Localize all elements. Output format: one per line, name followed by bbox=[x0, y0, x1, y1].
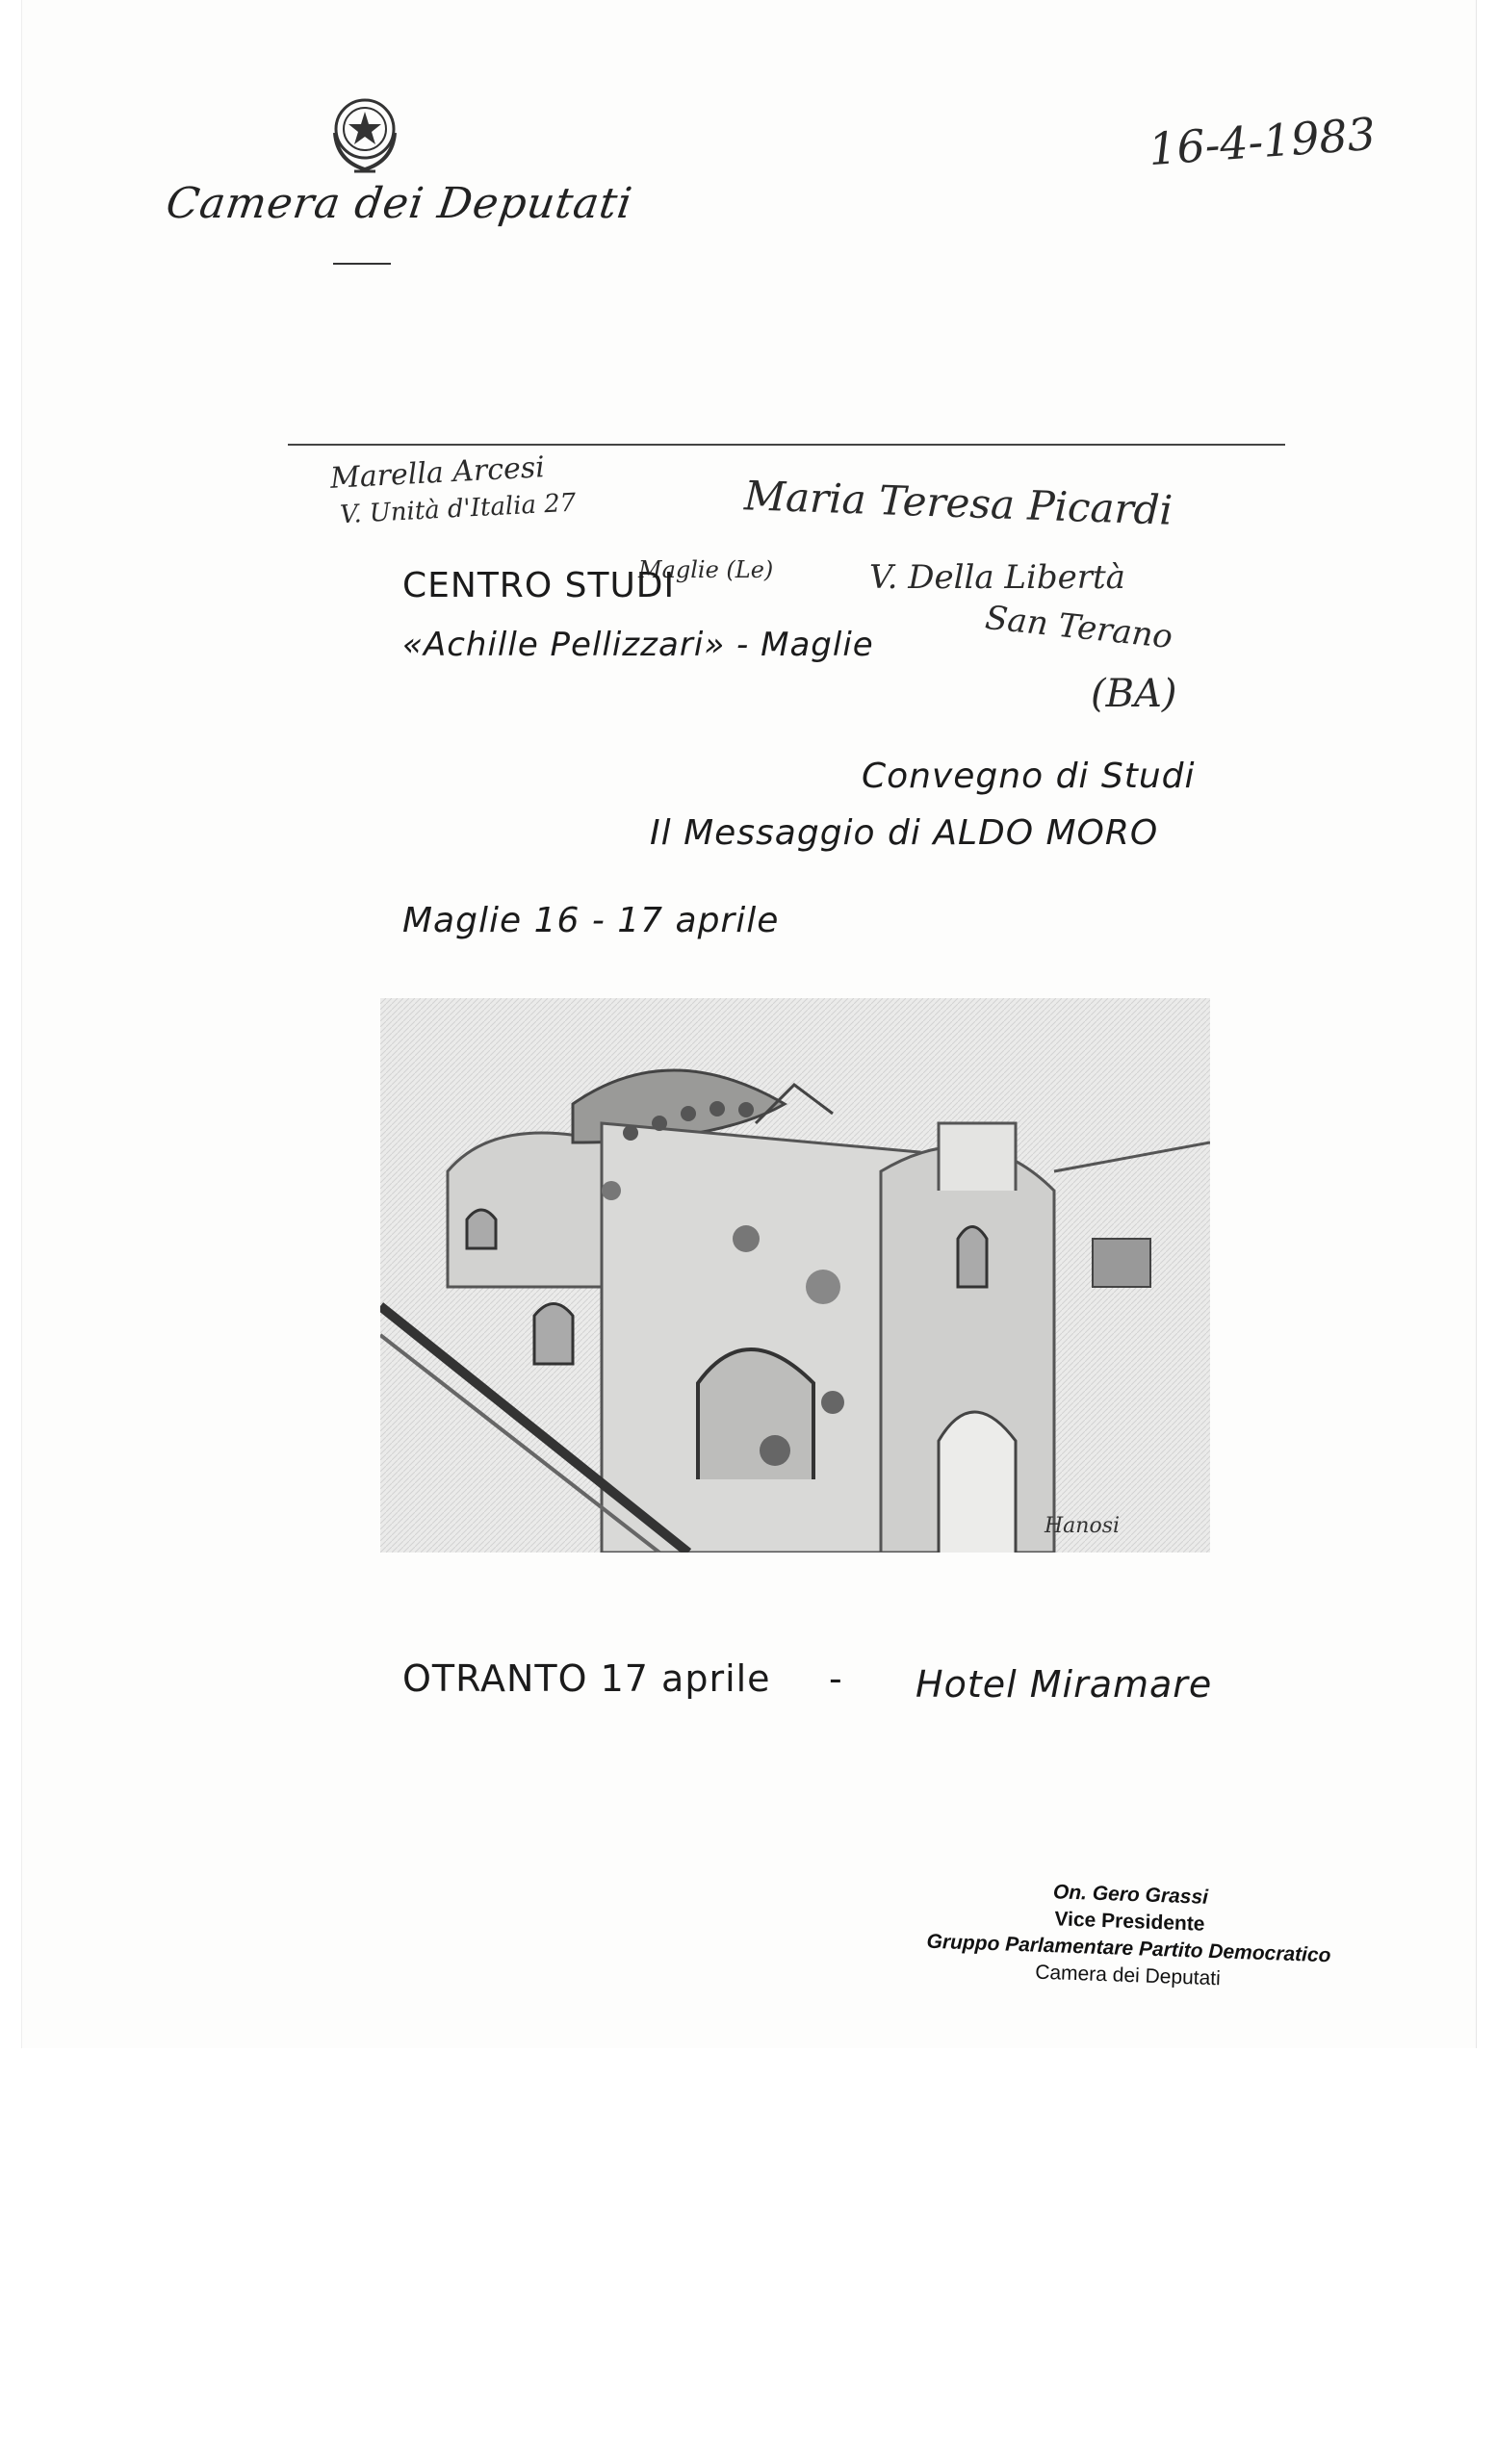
italian-republic-emblem-icon bbox=[325, 89, 404, 177]
stamp-institution: Camera dei Deputati bbox=[1034, 1961, 1222, 1990]
letterhead-title: Camera dei Deputati bbox=[163, 179, 636, 228]
centro-studi-heading: CENTRO STUDI bbox=[402, 566, 676, 605]
handwritten-city-1: Maglie (Le) bbox=[638, 556, 774, 583]
separator-dash: - bbox=[829, 1657, 842, 1700]
hotel-name: Hotel Miramare bbox=[916, 1663, 1213, 1706]
header-rule bbox=[288, 444, 1285, 446]
handwritten-name-1: Marella Arcesi bbox=[329, 450, 546, 496]
handwritten-province-2: (BA) bbox=[1091, 672, 1177, 716]
convegno-title: Convegno di Studi bbox=[862, 757, 1196, 796]
stamp-role: Vice Presidente bbox=[1054, 1908, 1205, 1936]
messaggio-title: Il Messaggio di ALDO MORO bbox=[650, 813, 1159, 853]
handwritten-street-1: V. Unità d'Italia 27 bbox=[339, 488, 578, 530]
achille-pellizzari-line: «Achille Pellizzari» - Maglie bbox=[402, 626, 874, 664]
handwritten-name-2: Maria Teresa Picardi bbox=[743, 472, 1174, 534]
signature-stamp bbox=[916, 1874, 1343, 1996]
stamp-name: On. Gero Grassi bbox=[1052, 1881, 1209, 1909]
maglie-dates: Maglie 16 - 17 aprile bbox=[402, 901, 780, 940]
drawing-signature: Hanosi bbox=[1045, 1514, 1121, 1538]
handwritten-city-2: San Terano bbox=[983, 598, 1174, 657]
handwritten-date: 16-4-1983 bbox=[1147, 107, 1378, 176]
letterhead-divider bbox=[333, 263, 391, 265]
church-drawing bbox=[380, 998, 1210, 1553]
document-page bbox=[21, 0, 1477, 2048]
handwritten-street-2: V. Della Libertà bbox=[869, 558, 1125, 597]
stamp-group: Gruppo Parlamentare Partito Democratico bbox=[926, 1930, 1331, 1967]
otranto-date: OTRANTO 17 aprile bbox=[402, 1657, 771, 1700]
